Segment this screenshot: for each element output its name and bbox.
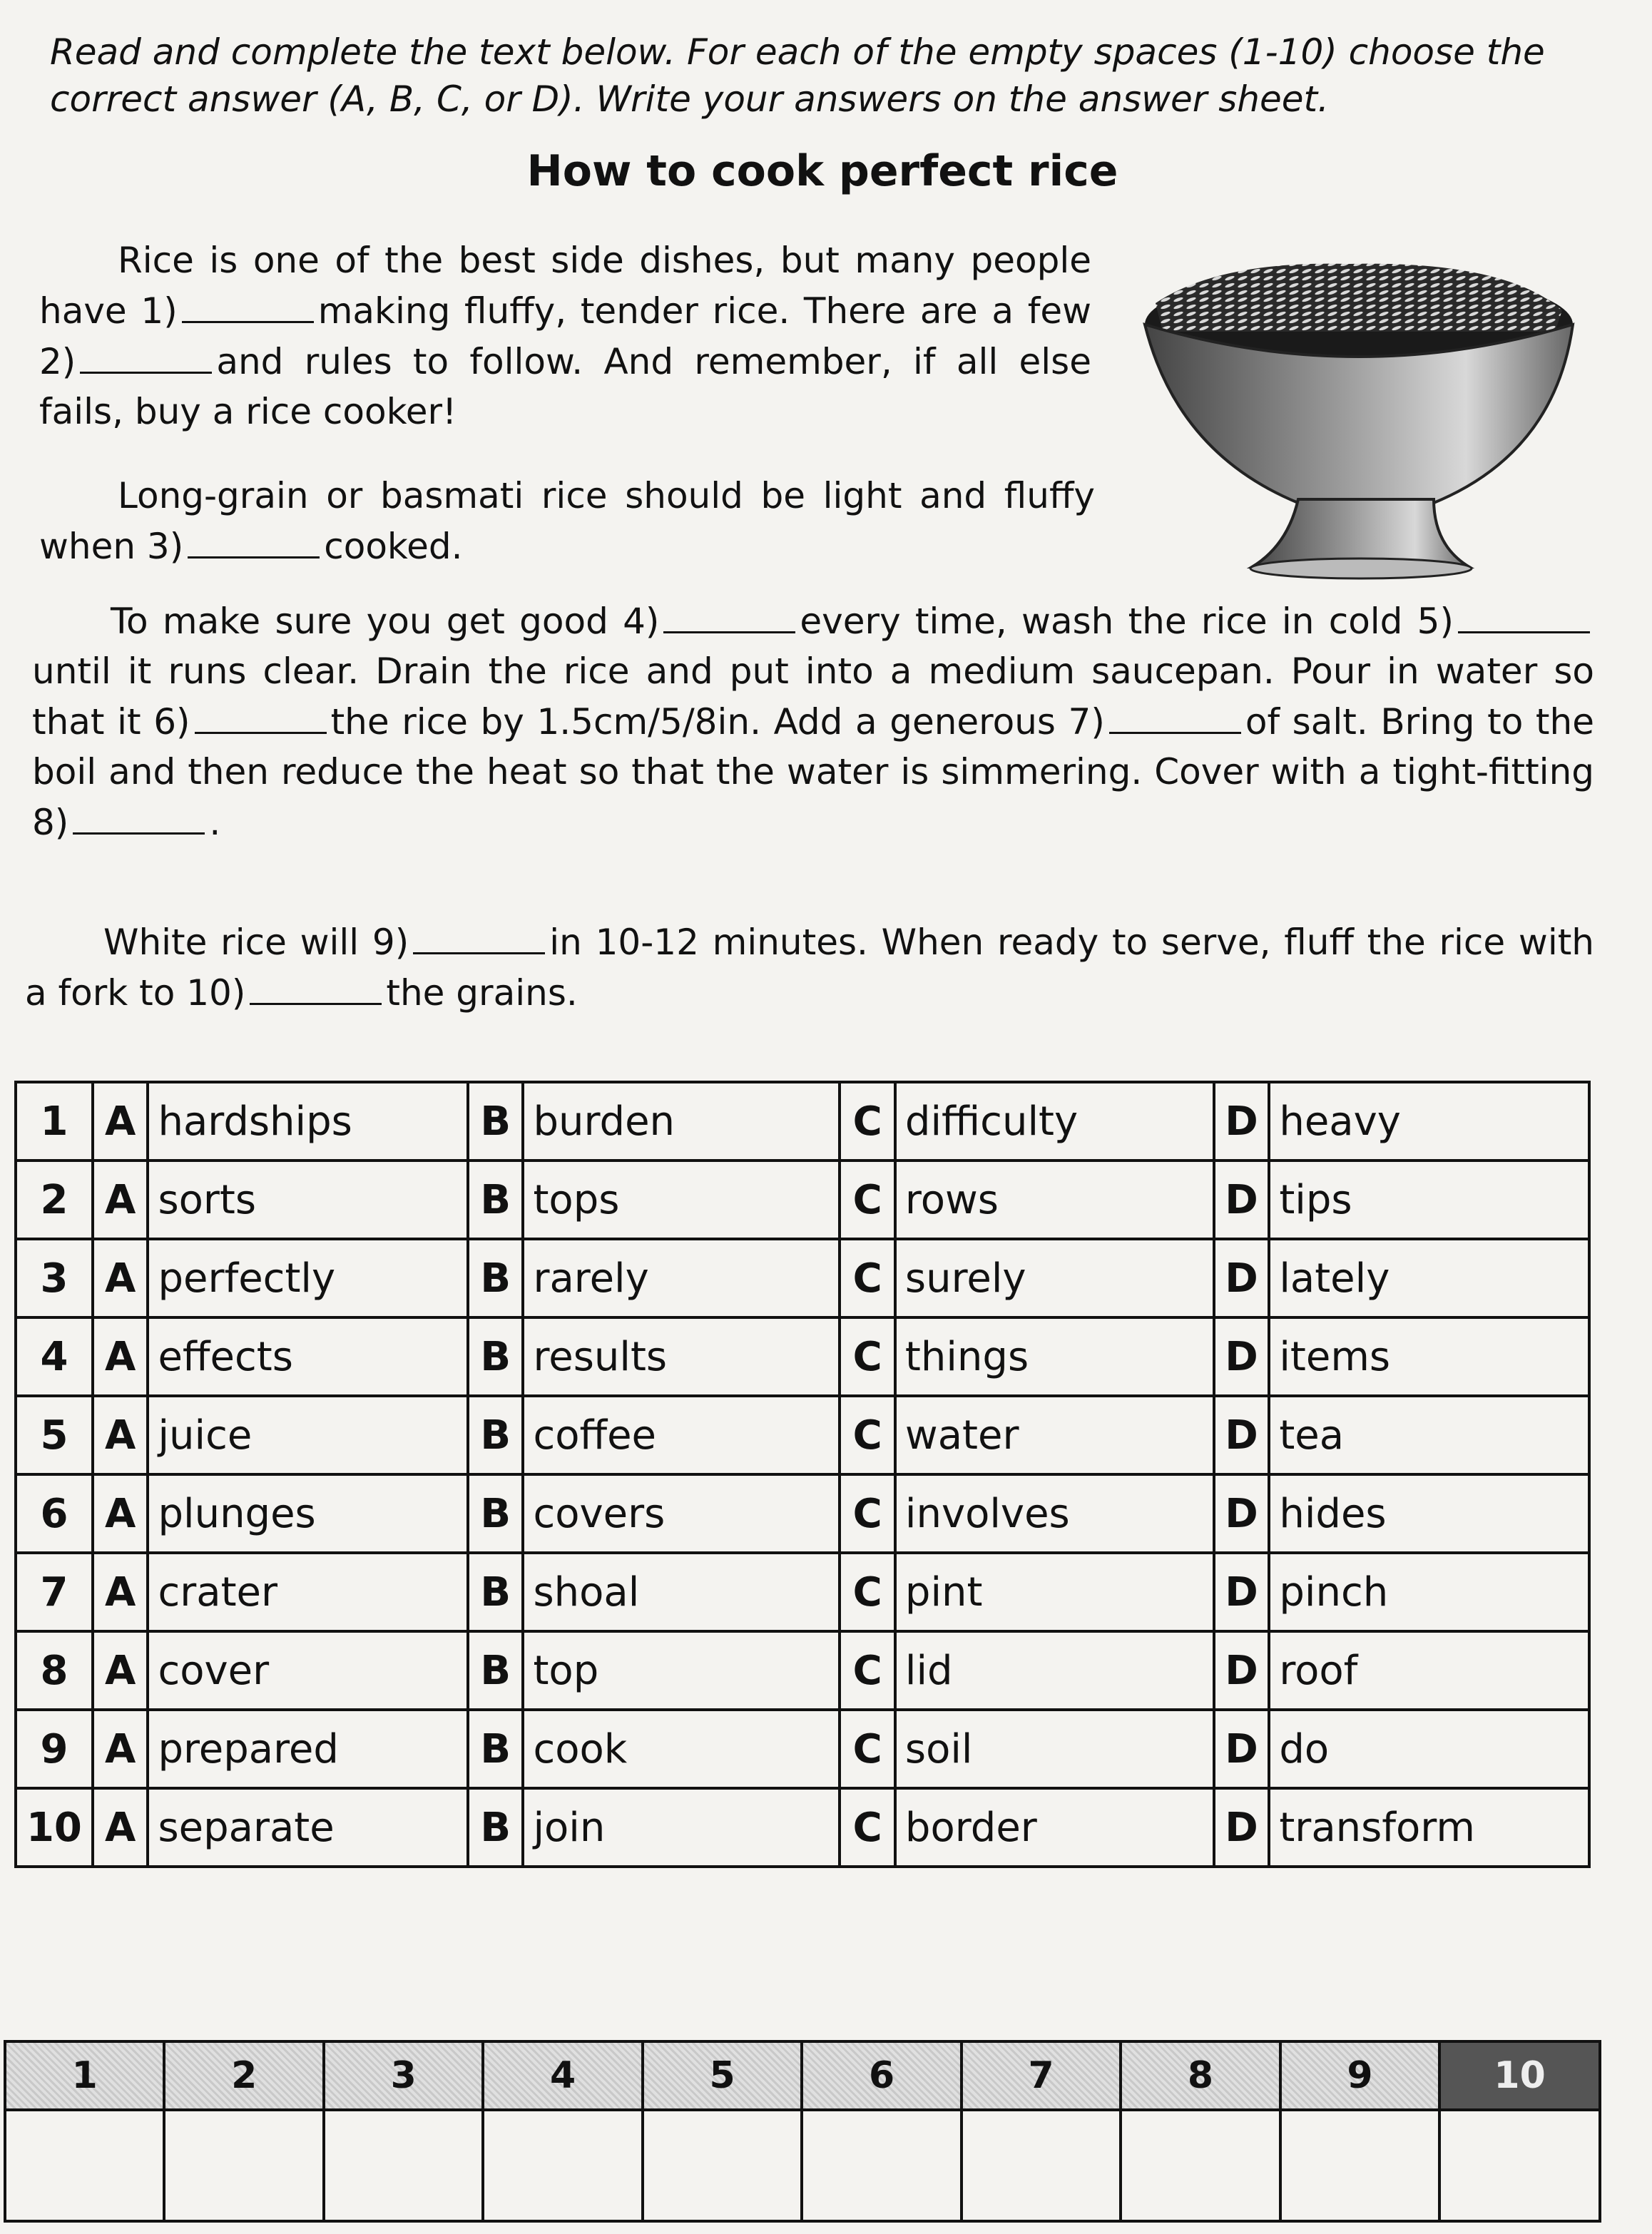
page-title: How to cook perfect rice: [526, 146, 1118, 196]
option-letter-a: A: [93, 1317, 148, 1396]
option-d[interactable]: items: [1269, 1317, 1589, 1396]
blank-7[interactable]: [1109, 696, 1241, 734]
option-a[interactable]: crater: [148, 1553, 467, 1631]
option-row: [16, 1710, 1589, 1788]
answer-sheet-number: 6: [802, 2041, 961, 2110]
answer-sheet-number: 3: [324, 2041, 483, 2110]
blank-3[interactable]: [188, 521, 320, 558]
blank-1[interactable]: [182, 285, 314, 323]
option-letter-a: A: [93, 1788, 148, 1867]
option-c[interactable]: surely: [895, 1239, 1214, 1317]
option-letter-c: C: [840, 1161, 894, 1239]
instructions: Read and complete the text below. For each of the empty spaces (1-10) choose the correct answer (A, B, C, or D). Write your answers on the answer sheet.: [50, 31, 1545, 120]
blank-2[interactable]: [80, 336, 212, 374]
option-letter-c: C: [840, 1788, 894, 1867]
option-letter-c: C: [840, 1710, 894, 1788]
option-letter-c: C: [840, 1631, 894, 1710]
question-number: 3: [16, 1239, 93, 1317]
option-letter-a: A: [93, 1710, 148, 1788]
option-b[interactable]: covers: [523, 1474, 840, 1553]
option-row: [16, 1317, 1589, 1396]
option-d[interactable]: roof: [1269, 1631, 1589, 1710]
option-letter-c: C: [840, 1474, 894, 1553]
option-row: [16, 1631, 1589, 1710]
answer-box[interactable]: [1439, 2110, 1600, 2221]
option-c[interactable]: difficulty: [895, 1082, 1214, 1161]
option-row: [16, 1788, 1589, 1867]
question-number: 4: [16, 1317, 93, 1396]
option-letter-d: D: [1214, 1474, 1270, 1553]
option-letter-b: B: [468, 1710, 524, 1788]
option-letter-c: C: [840, 1317, 894, 1396]
option-b[interactable]: results: [523, 1317, 840, 1396]
answer-box[interactable]: [324, 2110, 483, 2221]
blank-4[interactable]: [663, 596, 795, 633]
answer-sheet-number: 1: [5, 2041, 164, 2110]
option-letter-d: D: [1214, 1710, 1270, 1788]
option-c[interactable]: rows: [895, 1161, 1214, 1239]
option-c[interactable]: things: [895, 1317, 1214, 1396]
option-c[interactable]: border: [895, 1788, 1214, 1867]
option-d[interactable]: heavy: [1269, 1082, 1589, 1161]
option-letter-c: C: [840, 1396, 894, 1474]
question-number: 5: [16, 1396, 93, 1474]
option-letter-b: B: [468, 1396, 524, 1474]
option-letter-d: D: [1214, 1317, 1270, 1396]
option-row: [16, 1082, 1589, 1161]
option-letter-a: A: [93, 1082, 148, 1161]
option-d[interactable]: hides: [1269, 1474, 1589, 1553]
option-letter-b: B: [468, 1474, 524, 1553]
option-letter-b: B: [468, 1788, 524, 1867]
option-letter-d: D: [1214, 1631, 1270, 1710]
option-letter-d: D: [1214, 1788, 1270, 1867]
answer-box[interactable]: [962, 2110, 1121, 2221]
option-letter-d: D: [1214, 1396, 1270, 1474]
option-letter-a: A: [93, 1553, 148, 1631]
blank-5[interactable]: [1458, 596, 1590, 633]
blank-9[interactable]: [413, 917, 545, 954]
option-d[interactable]: tips: [1269, 1161, 1589, 1239]
answer-sheet-number: 7: [962, 2041, 1121, 2110]
option-letter-c: C: [840, 1553, 894, 1631]
option-d[interactable]: lately: [1269, 1239, 1589, 1317]
option-letter-b: B: [468, 1553, 524, 1631]
answer-box[interactable]: [1280, 2110, 1439, 2221]
option-a[interactable]: plunges: [148, 1474, 467, 1553]
option-b[interactable]: cook: [523, 1710, 840, 1788]
option-b[interactable]: burden: [523, 1082, 840, 1161]
option-row: [16, 1396, 1589, 1474]
option-letter-b: B: [468, 1631, 524, 1710]
option-c[interactable]: water: [895, 1396, 1214, 1474]
option-a[interactable]: prepared: [148, 1710, 467, 1788]
answer-sheet-number: 5: [643, 2041, 802, 2110]
question-number: 9: [16, 1710, 93, 1788]
option-d[interactable]: do: [1269, 1710, 1589, 1788]
option-d[interactable]: transform: [1269, 1788, 1589, 1867]
option-letter-c: C: [840, 1239, 894, 1317]
answer-box[interactable]: [643, 2110, 802, 2221]
answer-sheet: [4, 2040, 1601, 2223]
option-letter-d: D: [1214, 1553, 1270, 1631]
option-letter-c: C: [840, 1082, 894, 1161]
question-number: 2: [16, 1161, 93, 1239]
answer-sheet-number: 10: [1439, 2041, 1600, 2110]
option-b[interactable]: shoal: [523, 1553, 840, 1631]
option-a[interactable]: cover: [148, 1631, 467, 1710]
option-a[interactable]: separate: [148, 1788, 467, 1867]
option-letter-b: B: [468, 1161, 524, 1239]
option-b[interactable]: coffee: [523, 1396, 840, 1474]
option-a[interactable]: effects: [148, 1317, 467, 1396]
blank-8[interactable]: [73, 797, 205, 835]
option-b[interactable]: join: [523, 1788, 840, 1867]
answer-sheet-number: 2: [164, 2041, 323, 2110]
question-number: 10: [16, 1788, 93, 1867]
option-a[interactable]: perfectly: [148, 1239, 467, 1317]
question-number: 1: [16, 1082, 93, 1161]
option-a[interactable]: sorts: [148, 1161, 467, 1239]
paragraph-3: To make sure you get good 4) every time, wash the rice in cold 5)until it runs clear. Drain the rice and put into a medium saucepan. Pour in water so that it 6) the rice by 1.5cm/5/8in. Add a generous 7) of salt. Bring to the boil and then reduce the heat so that the water is simmering. Cover with a tight-fitting 8) .: [32, 596, 1594, 847]
option-letter-d: D: [1214, 1161, 1270, 1239]
paragraph-2: Long-grain or basmati rice should be light and fluffy when 3) cooked.: [39, 475, 1095, 567]
answer-box[interactable]: [483, 2110, 642, 2221]
option-c[interactable]: involves: [895, 1474, 1214, 1553]
option-c[interactable]: lid: [895, 1631, 1214, 1710]
option-b[interactable]: rarely: [523, 1239, 840, 1317]
answer-sheet-number: 9: [1280, 2041, 1439, 2110]
question-number: 6: [16, 1474, 93, 1553]
option-row: [16, 1553, 1589, 1631]
options-table: [14, 1081, 1591, 1868]
question-number: 7: [16, 1553, 93, 1631]
option-letter-b: B: [468, 1317, 524, 1396]
option-row: [16, 1239, 1589, 1317]
answer-sheet-number: 8: [1121, 2041, 1280, 2110]
answer-box[interactable]: [1121, 2110, 1280, 2221]
option-d[interactable]: tea: [1269, 1396, 1589, 1474]
option-letter-a: A: [93, 1396, 148, 1474]
option-letter-a: A: [93, 1631, 148, 1710]
answer-box[interactable]: [5, 2110, 164, 2221]
question-number: 8: [16, 1631, 93, 1710]
option-letter-d: D: [1214, 1239, 1270, 1317]
option-d[interactable]: pinch: [1269, 1553, 1589, 1631]
option-a[interactable]: hardships: [148, 1082, 467, 1161]
answer-box[interactable]: [802, 2110, 961, 2221]
answer-box[interactable]: [164, 2110, 323, 2221]
option-letter-b: B: [468, 1082, 524, 1161]
option-letter-a: A: [93, 1239, 148, 1317]
paragraph-1: Rice is one of the best side dishes, but many people have 1) making fluffy, tender rice. There are a few 2) and rules to follow. And remember, if all else fails, buy a rice cooker!: [39, 240, 1091, 432]
option-letter-d: D: [1214, 1082, 1270, 1161]
paragraph-4: White rice will 9) in 10-12 minutes. When ready to serve, fluff the rice with a fork to 10) the grains.: [25, 917, 1594, 1018]
rice-bowl-image: [1134, 246, 1591, 588]
option-letter-a: A: [93, 1474, 148, 1553]
option-letter-a: A: [93, 1161, 148, 1239]
option-a[interactable]: juice: [148, 1396, 467, 1474]
option-b[interactable]: tops: [523, 1161, 840, 1239]
option-row: [16, 1161, 1589, 1239]
blank-6[interactable]: [195, 696, 327, 734]
option-letter-b: B: [468, 1239, 524, 1317]
option-b[interactable]: top: [523, 1631, 840, 1710]
blank-10[interactable]: [250, 967, 382, 1005]
option-c[interactable]: soil: [895, 1710, 1214, 1788]
option-row: [16, 1474, 1589, 1553]
option-c[interactable]: pint: [895, 1553, 1214, 1631]
answer-sheet-number: 4: [483, 2041, 642, 2110]
